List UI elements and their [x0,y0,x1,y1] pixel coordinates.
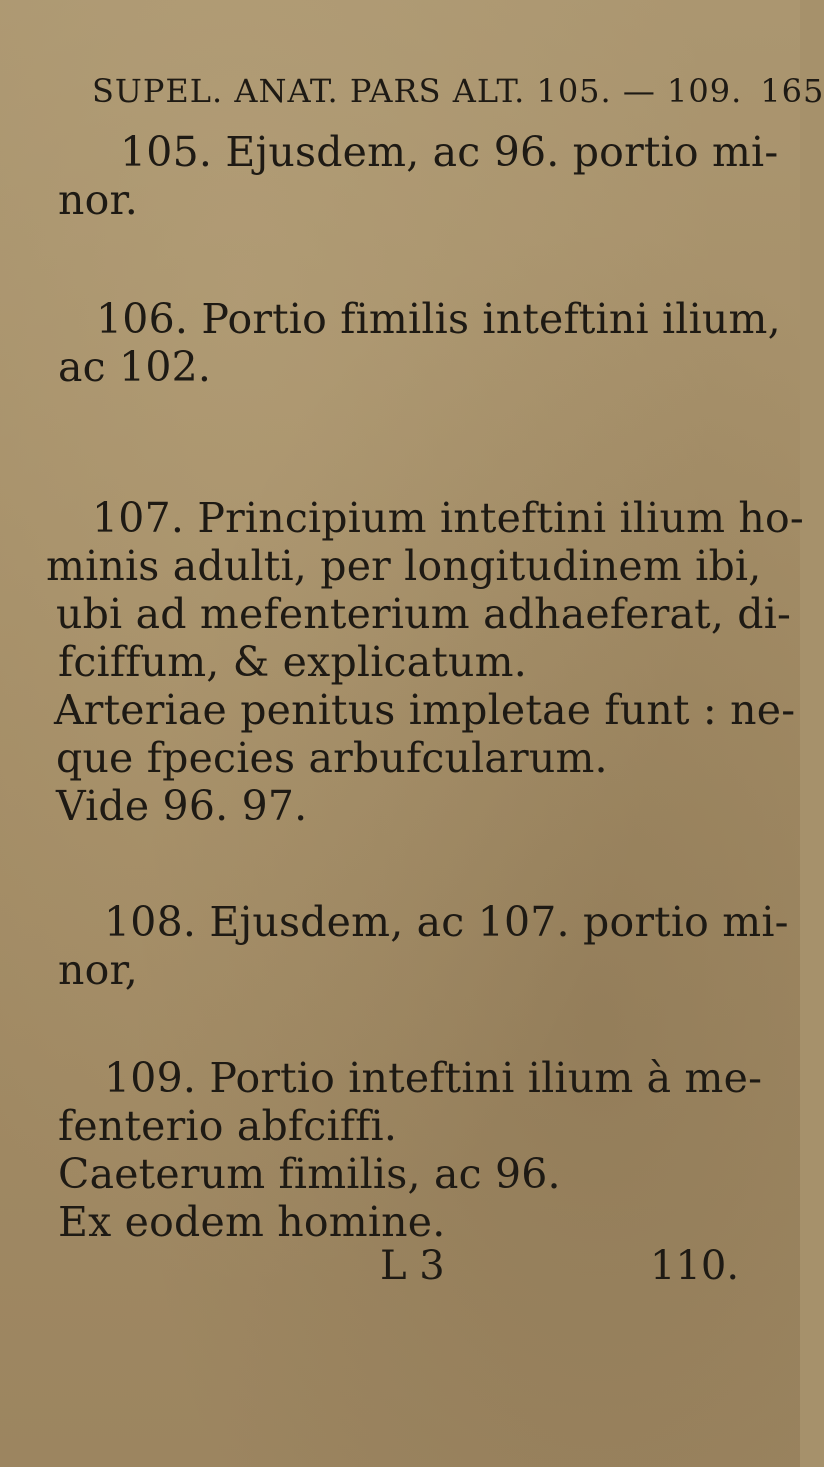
text-line: Vide 96. 97. [56,782,308,830]
running-header [92,72,824,110]
signature-mark: L 3 [380,1243,445,1289]
text-line: nor. [58,176,139,224]
catchword: 110. [650,1243,740,1289]
running-title: SUPEL. ANAT. PARS ALT. 105. — 109. [92,72,743,110]
text-line: Ex eodem homine. [58,1198,446,1246]
text-line: que fpecies arbufcularum. [56,734,608,782]
text-line: Caeterum fimilis, ac 96. [58,1150,561,1198]
text-line: 109. Portio inteftini ilium à me- [104,1054,763,1102]
text-line: nor, [58,946,139,994]
text-line: fenterio abfciffi. [58,1102,398,1150]
text-line: Arteriae penitus impletae funt : ne- [54,686,796,734]
text-line: fciffum, & explicatum. [58,638,527,686]
text-line: 106. Portio fimilis inteftini ilium, [96,295,781,343]
text-line: ubi ad mefenterium adhaeferat, di- [56,590,792,638]
text-line: 107. Principium inteftini ilium ho- [92,494,804,542]
page-number: 165 [760,72,824,110]
text-line: ac 102. [58,343,212,391]
text-line: 105. Ejusdem, ac 96. portio mi- [120,128,779,176]
text-line: minis adulti, per longitudinem ibi, [46,542,762,590]
text-line: 108. Ejusdem, ac 107. portio mi- [104,898,789,946]
